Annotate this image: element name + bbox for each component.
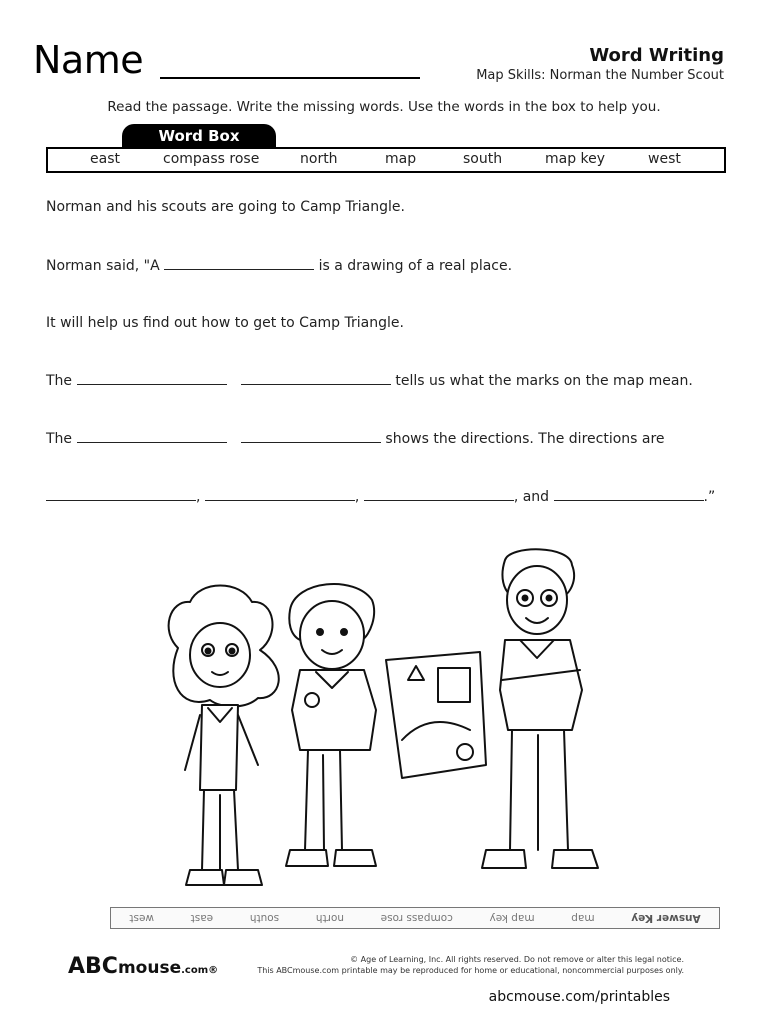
word-box-word: compass rose (163, 151, 260, 167)
passage-text: The (46, 431, 73, 447)
passage-text: , (354, 489, 360, 505)
answer-blank[interactable] (46, 488, 196, 501)
girl-scout-figure (169, 586, 279, 886)
answer-blank[interactable] (77, 430, 227, 443)
passage-line (46, 488, 715, 505)
name-label: Name (33, 38, 144, 82)
answer-blank[interactable] (164, 257, 314, 270)
legal-notice: © Age of Learning, Inc. All rights reserved. Do not remove or alter this legal notice. This ABCmouse.com printable may be reproduced for home or educational, noncommercial purposes only. (257, 955, 684, 975)
answer-key-item: south (249, 912, 280, 924)
answer-blank[interactable] (241, 430, 381, 443)
word-box-tab: Word Box (122, 124, 276, 148)
scouts-illustration (140, 540, 620, 900)
worksheet-subtitle: Map Skills: Norman the Number Scout (476, 68, 724, 83)
passage-text: The (46, 373, 73, 389)
word-box-word: north (300, 151, 338, 167)
abcmouse-logo: ABCmouse.com® (68, 954, 219, 979)
answer-key-item: north (315, 912, 344, 924)
answer-blank[interactable] (77, 372, 227, 385)
boy-scout-with-map-figure (286, 584, 486, 866)
answer-key-label: Answer Key (631, 912, 701, 924)
name-write-line[interactable] (160, 77, 420, 79)
answer-blank[interactable] (554, 488, 704, 501)
answer-blank[interactable] (205, 488, 355, 501)
passage-text: , (196, 489, 201, 505)
passage-text: tells us what the marks on the map mean. (395, 373, 693, 389)
word-box-word: west (648, 151, 681, 167)
passage-line (46, 257, 512, 274)
passage-text: is a drawing of a real place. (318, 258, 513, 274)
passage-line (46, 430, 665, 447)
passage-text: .” (703, 489, 716, 505)
answer-blank[interactable] (364, 488, 514, 501)
tall-scout-with-glasses-figure (482, 549, 598, 868)
passage-line: Norman and his scouts are going to Camp Triangle. (46, 199, 405, 215)
answer-key-item: east (190, 912, 214, 924)
passage-text: , and (513, 489, 550, 505)
passage-text: Norman said, "A (46, 258, 160, 274)
answer-key-item: map (571, 912, 595, 924)
answer-key-box (110, 907, 720, 929)
printables-url[interactable]: abcmouse.com/printables (488, 989, 670, 1005)
word-box-word: south (463, 151, 503, 167)
instructions: Read the passage. Write the missing words. Use the words in the box to help you. (107, 99, 661, 115)
word-box-word: map key (545, 151, 606, 167)
passage-line: It will help us find out how to get to Camp Triangle. (46, 315, 404, 331)
answer-blank[interactable] (241, 372, 391, 385)
answer-key-item: west (129, 912, 155, 924)
passage-text: shows the directions. The directions are (385, 431, 665, 447)
word-box-word: map (385, 151, 417, 167)
word-box-word: east (90, 151, 120, 167)
worksheet-title: Word Writing (589, 45, 724, 66)
passage-line (46, 372, 693, 389)
answer-key-item: compass rose (380, 912, 453, 924)
answer-key-item: map key (489, 912, 535, 924)
